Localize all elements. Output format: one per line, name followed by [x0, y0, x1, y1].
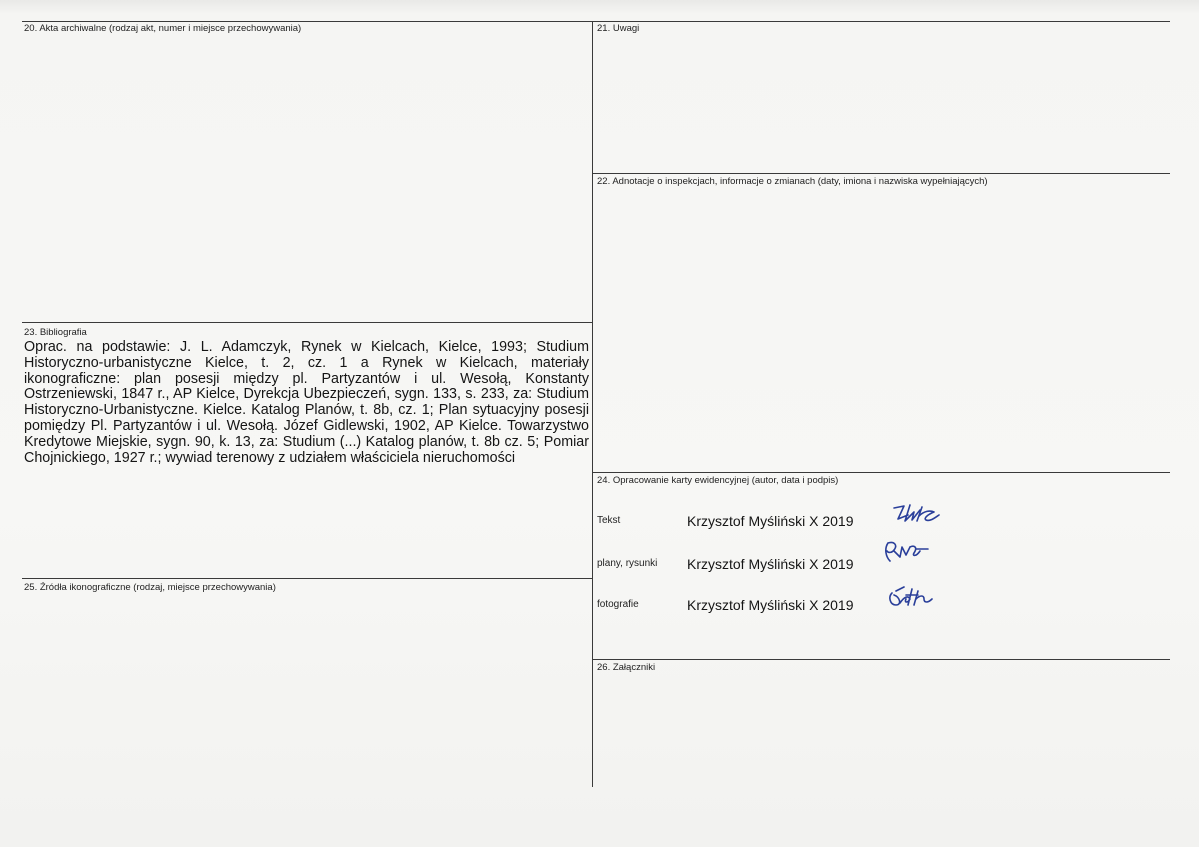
rule-section-23 — [22, 322, 592, 323]
section-25-label: 25. Źródła ikonograficzne (rodzaj, miejsce przechowywania) — [24, 582, 276, 593]
section-22-label: 22. Adnotacje o inspekcjach, informacje o zmianach (daty, imiona i nazwiska wypełniających) — [597, 176, 988, 187]
signature-text-author — [890, 499, 962, 529]
section-26-label: 26. Załączniki — [597, 662, 656, 673]
rule-section-20 — [22, 21, 592, 22]
author-row-name-text: Krzysztof Myśliński X 2019 — [687, 513, 854, 529]
bibliography-text: Oprac. na podstawie: J. L. Adamczyk, Rynek w Kielcach, Kielce, 1993; Studium Historyczno-urbanistyczne Kielce, t. 2, cz. 1 a Rynek w Kielcach, materiały ikonograficzne: plan posesji między pl. Partyzantów i ul. Wesołą, Konstanty Ostrzeniewski, 1847 r., AP Kielce, Dyrekcja Ubezpieczeń, sygn. 133, s. 233, za: Studium Historyczno-Urbanistyczne. Kielce. Katalog Planów, t. 8b, cz. 1; Plan sytuacyjny posesji pomiędzy Pl. Partyzantów i ul. Wesołą. Józef Gidlewski, 1902, AP Kielce. Towarzystwo Kredytowe Miejskie, sygn. 90, k. 13, za: Studium (...) Katalog planów, t. 8b cz. 5; Pomiar Chojnickiego, 1927 r.; wywiad terenowy z udziałem właściciela nieruchomości — [24, 339, 589, 466]
author-row-role-photos: fotografie — [597, 599, 639, 610]
column-divider — [592, 21, 593, 787]
signature-photos-author — [886, 583, 958, 613]
rule-section-22 — [593, 173, 1170, 174]
section-23-label: 23. Bibliografia — [24, 327, 87, 338]
author-row-name-plans: Krzysztof Myśliński X 2019 — [687, 556, 854, 572]
author-row-role-text: Tekst — [597, 515, 621, 526]
rule-section-21 — [593, 21, 1170, 22]
rule-section-25 — [22, 578, 592, 579]
rule-section-26 — [593, 659, 1170, 660]
author-row-name-photos: Krzysztof Myśliński X 2019 — [687, 597, 854, 613]
rule-section-24 — [593, 472, 1170, 473]
signature-plans-author — [880, 537, 952, 567]
section-24-label: 24. Opracowanie karty ewidencyjnej (autor, data i podpis) — [597, 475, 839, 486]
section-21-label: 21. Uwagi — [597, 23, 640, 34]
section-20-label: 20. Akta archiwalne (rodzaj akt, numer i miejsce przechowywania) — [24, 23, 302, 34]
author-row-role-plans: plany, rysunki — [597, 558, 658, 569]
